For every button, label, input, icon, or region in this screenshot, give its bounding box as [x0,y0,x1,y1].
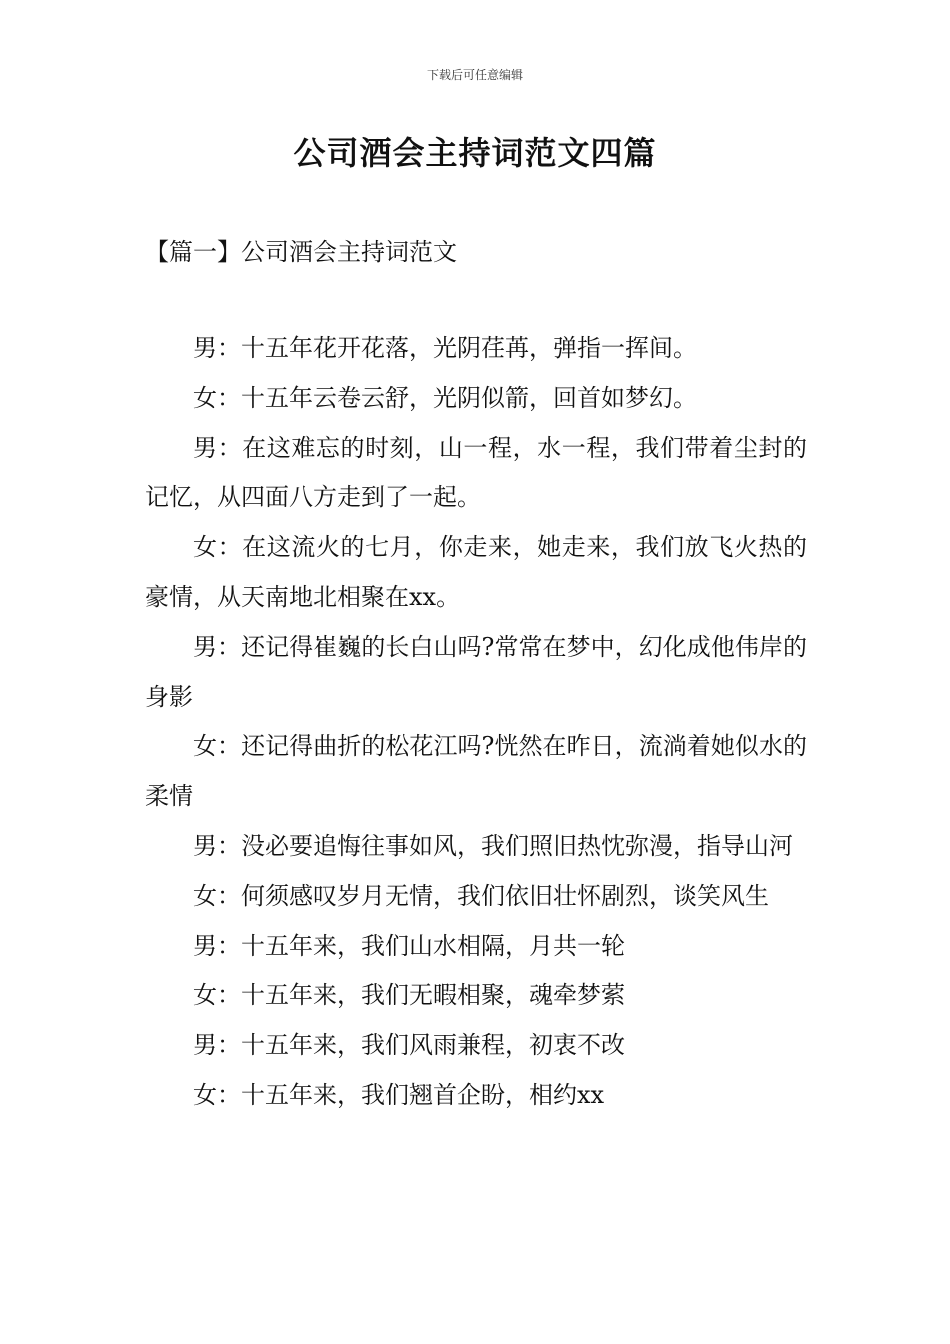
paragraph: 女：在这流火的七月，你走来，她走来，我们放飞火热的豪情，从天南地北相聚在xx。 [145,533,807,611]
paragraph: 男：十五年来，我们风雨兼程，初衷不改 [193,1031,625,1060]
paragraph: 女：十五年云卷云舒，光阴似箭，回首如梦幻。 [193,383,697,412]
paragraph: 男：没必要追悔往事如风，我们照旧热忱弥漫，指导山河 [193,831,793,860]
paragraph: 男：十五年来，我们山水相隔，月共一轮 [193,931,625,960]
paragraph: 男：在这难忘的时刻，山一程，水一程，我们带着尘封的记忆，从四面八方走到了一起。 [145,433,807,512]
document-body [145,324,807,1121]
paragraph: 女：十五年来，我们翘首企盼，相约xx [193,1080,605,1109]
paragraph: 男：还记得崔巍的长白山吗?常常在梦中，幻化成他伟岸的身影 [145,632,807,711]
page-header-note: 下载后可任意编辑 [426,68,523,82]
paragraph: 女：还记得曲折的松花江吗?恍然在昨日，流淌着她似水的柔情 [145,732,807,811]
document-title: 公司酒会主持词范文四篇 [293,134,657,172]
section-heading: 【篇一】公司酒会主持词范文 [145,238,457,266]
paragraph: 男：十五年花开花落，光阴荏苒，弹指一挥间。 [193,334,697,362]
paragraph: 女：何须感叹岁月无情，我们依旧壮怀剧烈，谈笑风生 [193,881,769,910]
paragraph: 女：十五年来，我们无暇相聚，魂牵梦萦 [193,981,625,1010]
